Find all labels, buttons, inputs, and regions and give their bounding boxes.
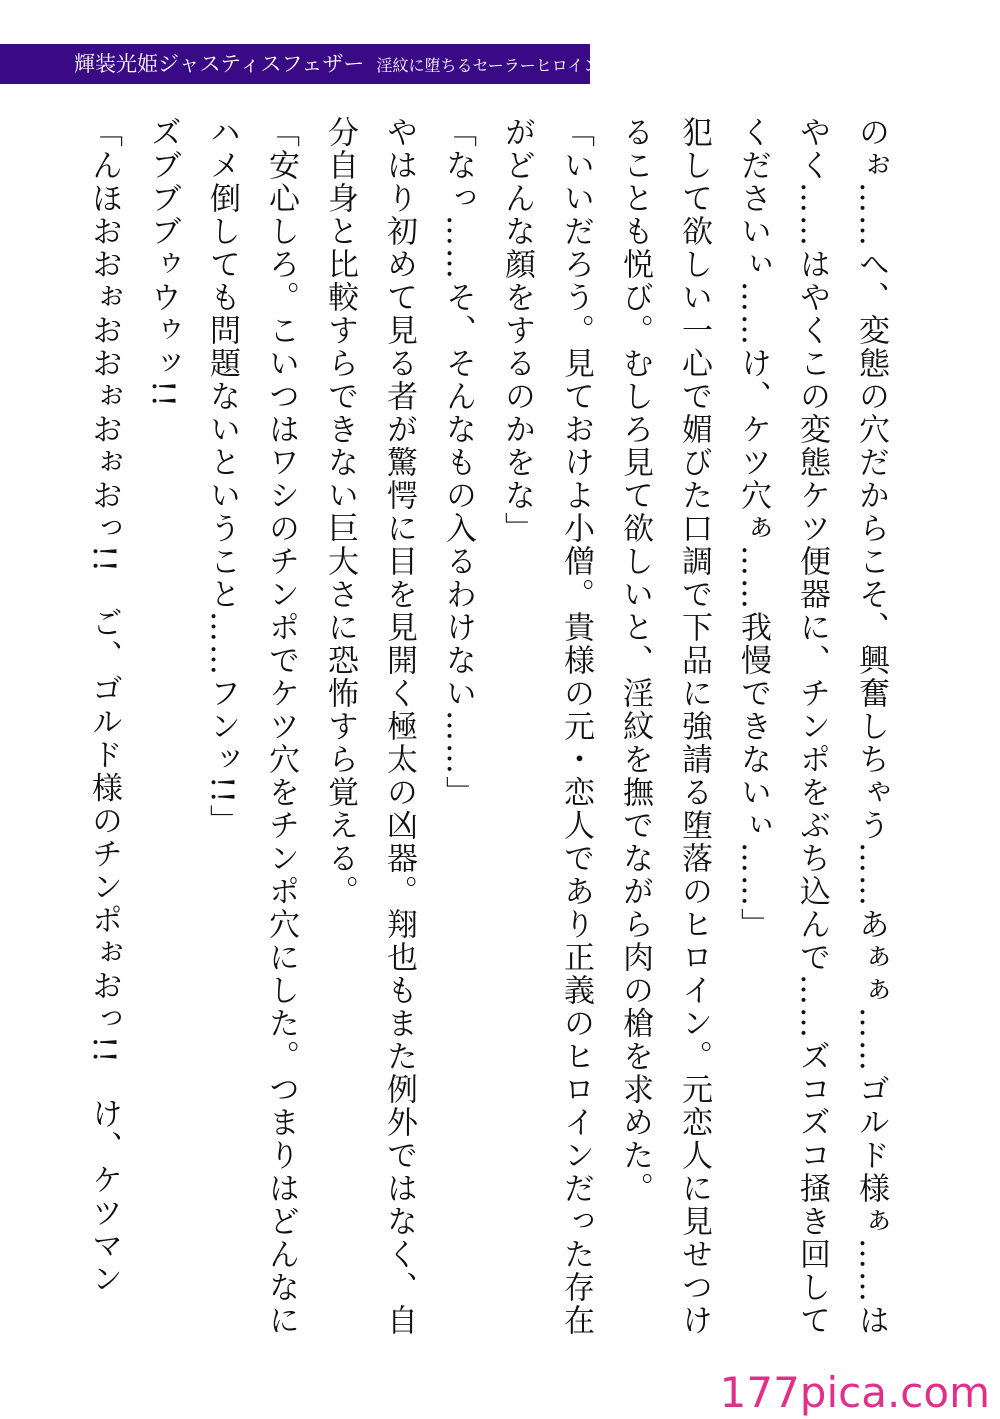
paragraph: 「んほおおぉおおぉおぉおっ!! ご、ゴルド様のチンポぉおっ!! け、ケツマン bbox=[86, 116, 122, 1296]
banner-text bbox=[74, 44, 599, 84]
paragraph: のぉ……へ、変態の穴だからこそ、興奮しちゃう……あぁぁ……ゴルド様ぁ……はやく……はやくこの変態ケツ便器に、チンポをぶち込んで……ズコズコ掻き回してくださいぃ……け、ケツ穴ぁ……我慢できないぃ……」 bbox=[735, 116, 889, 1337]
paragraph: 「なっ……そ、そんなもの入るわけない……」 bbox=[440, 116, 476, 809]
vertical-body-text bbox=[68, 116, 900, 1354]
paragraph: 「いいだろう。見ておけよ小僧。貴様の元・恋人であり正義のヒロインだった存在がどんな顔をするのかをな」 bbox=[499, 116, 594, 1337]
paragraph: 「安心しろ。こいつはワシのチンポでケツ穴をチンポ穴にした。つまりはどんなにハメ倒しても問題ないということ……フンッ!!」 bbox=[204, 116, 299, 1337]
book-subtitle: 淫紋に堕ちるセーラーヒロイン bbox=[376, 56, 600, 75]
paragraph: ズブブブゥウゥッ!! bbox=[145, 116, 181, 409]
paragraph: やはり初めて見る者が驚愕に目を見開く極太の凶器。翔也もまた例外ではなく、自分自身と比較すらできない巨大さに恐怖すら覚える。 bbox=[322, 116, 417, 1337]
site-watermark: 177pica.com bbox=[719, 1368, 990, 1417]
paragraph: 犯して欲しい一心で媚びた口調で下品に強請る堕落のヒロイン。元恋人に見せつけることも悦び。むしろ見て欲しいと、淫紋を撫でながら肉の槍を求めた。 bbox=[617, 116, 712, 1337]
title-banner bbox=[0, 44, 600, 84]
book-title: 輝装光姫ジャスティスフェザー bbox=[74, 52, 365, 76]
